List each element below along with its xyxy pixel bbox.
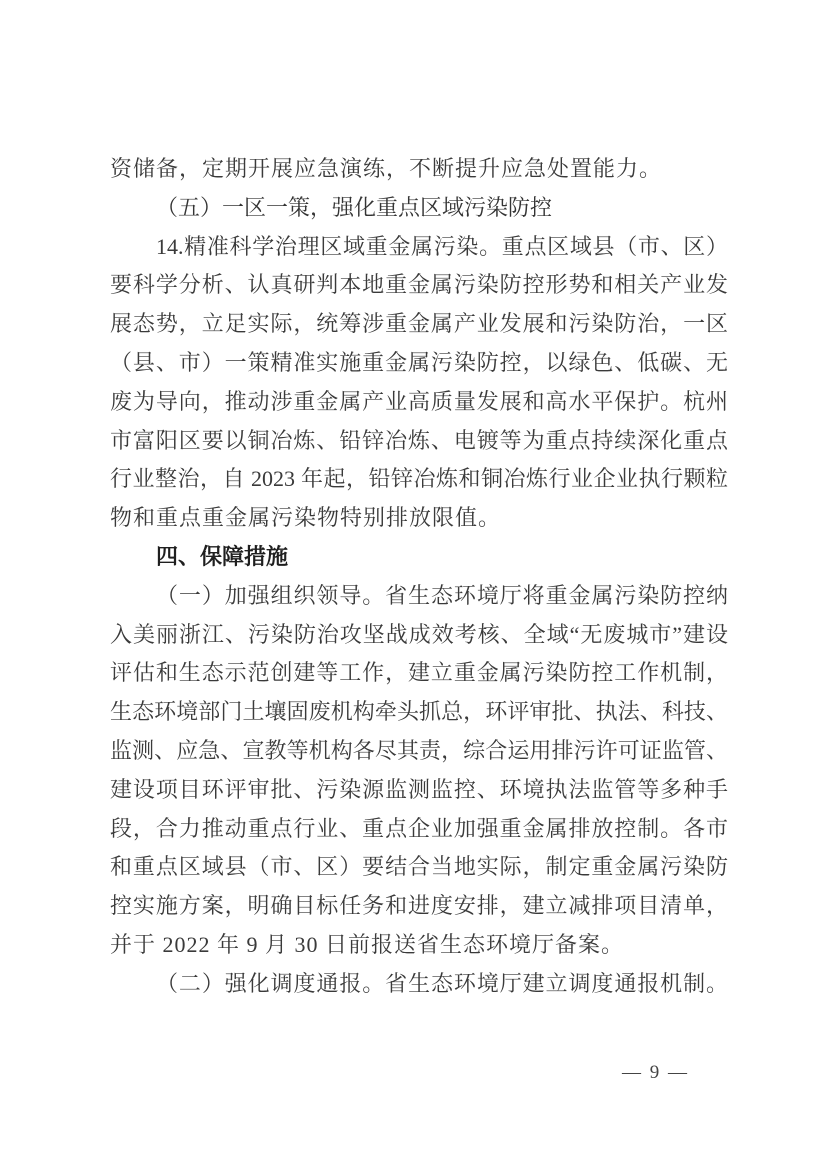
paragraph-guarantee-2-line: （二）强化调度通报。省生态环境厅建立调度通报机制。 — [156, 970, 728, 996]
paragraph-guarantee-1-line: 监测、应急、宣教等机构各尽其责，综合运用排污许可证监管、 — [110, 737, 728, 763]
paragraph-14-line: 展态势，立足实际，统筹涉重金属产业发展和污染防治，一区 — [110, 311, 728, 337]
paragraph-14-line: 14.精准科学治理区域重金属污染。重点区域县（市、区） — [156, 233, 728, 259]
document-body — [110, 150, 728, 1004]
section-heading-four: 四、保障措施 — [156, 543, 289, 569]
paragraph-guarantee-1-line: 段，合力推动重点行业、重点企业加强重金属排放控制。各市 — [110, 815, 728, 841]
page-number: — 9 — — [622, 1062, 689, 1083]
paragraph-14-line: 废为导向，推动涉重金属产业高质量发展和高水平保护。杭州 — [110, 388, 728, 414]
paragraph-14-line: 行业整治，自 2023 年起，铅锌冶炼和铜冶炼行业企业执行颗粒 — [110, 466, 728, 492]
paragraph-guarantee-1-line: 建设项目环评审批、污染源监测监控、环境执法监管等多种手 — [110, 776, 728, 802]
paragraph-guarantee-1-last-line: 并于 2022 年 9 月 30 日前报送省生态环境厅备案。 — [110, 931, 625, 957]
paragraph-guarantee-1-line: （一）加强组织领导。省生态环境厅将重金属污染防控纳 — [156, 582, 728, 608]
paragraph-14-line: 要科学分析、认真研判本地重金属污染防控形势和相关产业发 — [110, 272, 728, 298]
paragraph-guarantee-1-line: 生态环境部门土壤固废机构牵头抓总，环评审批、执法、科技、 — [110, 699, 728, 725]
paragraph-guarantee-1-line: 和重点区域县（市、区）要结合当地实际，制定重金属污染防 — [110, 854, 728, 880]
paragraph-14-line: （县、市）一策精准实施重金属污染防控，以绿色、低碳、无 — [110, 349, 728, 375]
paragraph-guarantee-1-line: 评估和生态示范创建等工作，建立重金属污染防控工作机制， — [110, 660, 728, 686]
paragraph-14-line: 市富阳区要以铜冶炼、铅锌冶炼、电镀等为重点持续深化重点 — [110, 427, 728, 453]
paragraph-13-last-line: 资储备，定期开展应急演练，不断提升应急处置能力。 — [110, 156, 663, 181]
paragraph-14-last-line: 物和重点重金属污染物特别排放限值。 — [110, 505, 502, 531]
subsection-heading-five: （五）一区一策，强化重点区域污染防控 — [156, 194, 553, 220]
paragraph-guarantee-1-line: 入美丽浙江、污染防治攻坚战成效考核、全域“无废城市”建设 — [110, 621, 729, 647]
paragraph-guarantee-1-line: 控实施方案，明确目标任务和进度安排，建立减排项目清单， — [110, 893, 728, 919]
